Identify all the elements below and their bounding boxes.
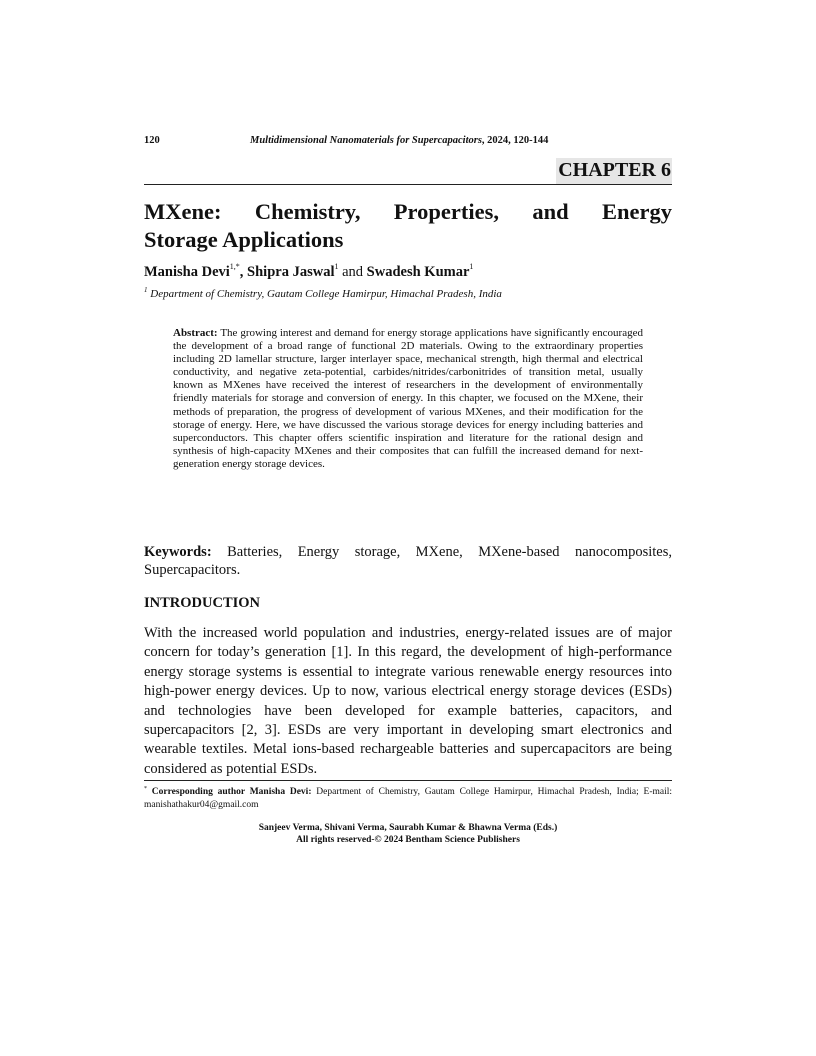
footnote-divider: [144, 780, 672, 781]
introduction-paragraph: With the increased world population and industries, energy-related issues are of major concern for today’s generation [1]. In this regard, the development of high-performance energy storage systems is essential to integrate various renewable energy resources into high-power energy devices. Up to now, various electrical energy storage devices (ESDs) and technologies have been developed for example batteries, capacitors, and supercapacitors [2, 3]. ESDs are very important in developing smart electronics and wearable textiles. Metal ions-based rechargeable batteries and supercapacitors are being considered as potential ESDs.: [144, 625, 672, 777]
affiliation-marker: 1: [144, 286, 148, 294]
author-affiliation-marker: 1,*: [229, 262, 240, 271]
affiliation: [144, 286, 502, 300]
author-name: Manisha Devi: [144, 264, 230, 280]
abstract: [173, 327, 643, 471]
keywords-label: Keywords:: [144, 544, 212, 560]
footer-editors: Sanjeev Verma, Shivani Verma, Saurabh Kumar & Bhawna Verma (Eds.): [258, 823, 558, 833]
author-separator: and: [338, 264, 367, 280]
author-name: Shipra Jaswal: [247, 264, 335, 280]
author-affiliation-marker: 1: [469, 262, 474, 271]
title-line-2: Storage Applications: [144, 227, 344, 252]
chapter-label: CHAPTER 6: [556, 158, 672, 184]
affiliation-text: Department of Chemistry, Gautam College Hamirpur, Himachal Pradesh, India: [150, 288, 502, 300]
keywords: [144, 543, 672, 579]
corresponding-author-footnote: [144, 783, 672, 811]
journal-meta: , 2024, 120-144: [481, 135, 549, 146]
author-name: Swadesh Kumar: [366, 264, 470, 280]
footnote-marker: *: [144, 786, 147, 792]
page-number: 120: [144, 135, 160, 146]
title-line-1: MXene: Chemistry, Properties, and Energy: [144, 199, 672, 224]
abstract-text: The growing interest and demand for energy storage applications have significantly encouraged the development of a broad range of functional 2D materials. Owing to the extraordinary properties including 2D lamellar structure, larger interlayer space, mechanical strength, high thermal and electrical conductivity, and negative zeta-potential, carbides/nitrides/carbonitrides of transition metal, usually known as MXenes have received the interest of researchers in the development of environmentally friendly materials for storage and conversion of energy. In this chapter, we focused on the MXene, their methods of preparation, the progress of development of various MXenes, and their modification for the storage of energy. Here, we have discussed the various storage devices for energy including batteries and superconductors. This chapter offers scientific inspiration and literature for the rational design and synthesis of high-capacity MXenes and their composites that can fulfill the increased demand for next-generation energy storage devices.: [173, 327, 643, 470]
footer-rights: All rights reserved-© 2024 Bentham Science Publishers: [296, 835, 520, 845]
chapter-header: [144, 158, 672, 185]
author-affiliation-marker: 1: [334, 262, 339, 271]
journal-title: Multidimensional Nanomaterials for Supercapacitors: [250, 135, 482, 146]
footnote-label: Corresponding author Manisha Devi:: [151, 787, 312, 797]
journal-citation: [250, 135, 548, 146]
abstract-label: Abstract:: [173, 327, 218, 339]
author-list: [144, 262, 473, 281]
author-separator: ,: [239, 264, 248, 280]
keywords-text: Batteries, Energy storage, MXene, MXene-based nanocomposites, Supercapacitors.: [144, 544, 673, 578]
section-heading-introduction: INTRODUCTION: [144, 595, 261, 611]
page-footer: [144, 822, 672, 846]
paper-title: [144, 198, 672, 254]
footnote-text: Department of Chemistry, Gautam College Hamirpur, Himachal Pradesh, India; E-mail: manishathakur04@gmail.com: [144, 787, 673, 810]
